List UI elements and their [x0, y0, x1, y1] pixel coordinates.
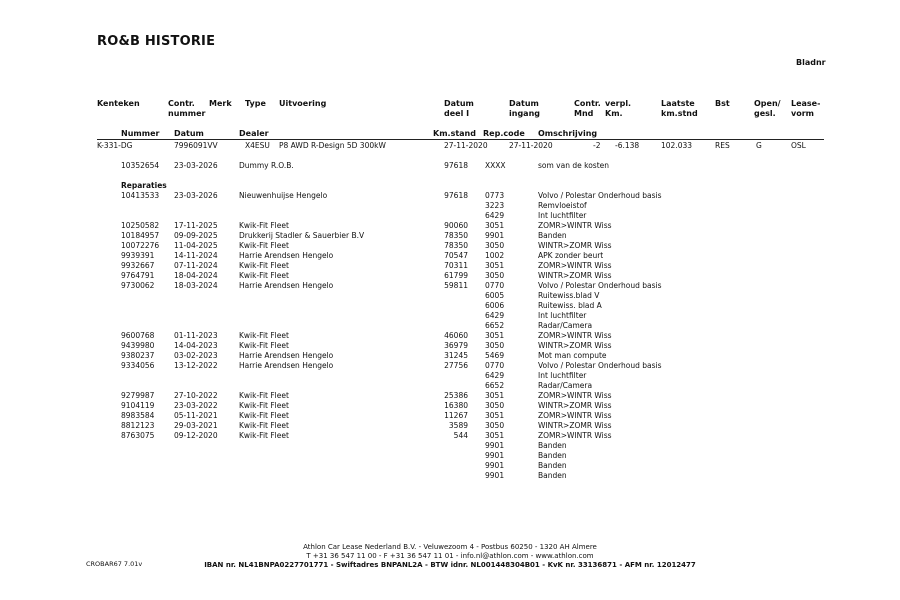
row-nummer: 10413533 [121, 191, 160, 200]
row-dealer: Nieuwenhuijse Hengelo [239, 191, 328, 200]
row-code: 3051 [485, 261, 505, 270]
row-omschrijving: Banden [538, 461, 567, 470]
header-merk: Merk [209, 99, 232, 108]
row-km: 78350 [444, 231, 468, 240]
row-dealer: Kwik-Fit Fleet [239, 261, 289, 270]
row-datum: 01-11-2023 [174, 331, 218, 340]
row-code: 3050 [485, 271, 505, 280]
row-nummer: 9730062 [121, 281, 155, 290]
row-code: 9901 [485, 441, 505, 450]
row-dealer: Kwik-Fit Fleet [239, 401, 289, 410]
row-code: 9901 [485, 461, 505, 470]
row-datum: 05-11-2021 [174, 411, 218, 420]
row-nummer: 8763075 [121, 431, 155, 440]
row-code: 9901 [485, 231, 505, 240]
row-code: 0770 [485, 361, 505, 370]
row-code: 6429 [485, 311, 505, 320]
header-datum-deel: Datum deel I [444, 99, 474, 118]
row-code: 9901 [485, 471, 505, 480]
row-code: 0773 [485, 191, 505, 200]
header-nummer: Nummer [121, 129, 160, 138]
row-dealer: Kwik-Fit Fleet [239, 411, 289, 420]
header-rep-code: Rep.code [483, 129, 525, 138]
footer-contact: T +31 36 547 11 00 - F +31 36 547 11 01 - info.nl@athlon.com - www.athlon.com [306, 552, 594, 560]
row-omschrijving: WINTR>ZOMR Wiss [538, 341, 612, 350]
footer-address: Athlon Car Lease Nederland B.V. - Veluwezoom 4 - Postbus 60250 - 1320 AH Almere [303, 543, 597, 551]
row-datum: 11-04-2025 [174, 241, 218, 250]
header-kenteken: Kenteken [97, 99, 140, 108]
vehicle-mnd: -2 [593, 141, 601, 150]
row-dealer: Kwik-Fit Fleet [239, 221, 289, 230]
row-omschrijving: Ruitewiss.blad V [538, 291, 600, 300]
row-code: 6429 [485, 211, 505, 220]
vehicle-datum-ingang: 27-11-2020 [509, 141, 553, 150]
row-km: 36979 [444, 341, 468, 350]
row-nummer: 10184957 [121, 231, 160, 240]
row-datum: 14-11-2024 [174, 251, 218, 260]
vehicle-kenteken: K-331-DG [97, 141, 133, 150]
row-code: 6652 [485, 321, 505, 330]
row-code: 3050 [485, 421, 505, 430]
row-nummer: 9334056 [121, 361, 155, 370]
row-code: 3223 [485, 201, 505, 210]
row-dealer: Harrie Arendsen Hengelo [239, 351, 334, 360]
header-datum-ingang: Datum ingang [509, 99, 540, 118]
summary-nummer: 10352654 [121, 161, 160, 170]
row-datum: 09-09-2025 [174, 231, 218, 240]
row-code: 5469 [485, 351, 505, 360]
row-nummer: 9939391 [121, 251, 155, 260]
row-nummer: 8812123 [121, 421, 155, 430]
row-datum: 18-03-2024 [174, 281, 218, 290]
row-dealer: Kwik-Fit Fleet [239, 391, 289, 400]
row-omschrijving: Int luchtfilter [538, 211, 587, 220]
header-lease-vorm: Lease- vorm [791, 99, 821, 118]
row-code: 6652 [485, 381, 505, 390]
row-omschrijving: Volvo / Polestar Onderhoud basis [538, 191, 662, 200]
row-omschrijving: Banden [538, 451, 567, 460]
row-nummer: 9380237 [121, 351, 155, 360]
row-datum: 07-11-2024 [174, 261, 218, 270]
row-nummer: 9439980 [121, 341, 155, 350]
row-km: 46060 [444, 331, 468, 340]
row-datum: 18-04-2024 [174, 271, 218, 280]
row-km: 59811 [444, 281, 468, 290]
row-code: 3050 [485, 341, 505, 350]
section-label-reparaties: Reparaties [121, 181, 167, 190]
row-km: 3589 [448, 421, 468, 430]
document-title: RO&B HISTORIE [97, 34, 216, 49]
row-nummer: 9104119 [121, 401, 155, 410]
header-laatste-km: Laatste km.stnd [661, 99, 698, 118]
row-nummer: 9279987 [121, 391, 155, 400]
row-nummer: 9932667 [121, 261, 155, 270]
row-datum: 17-11-2025 [174, 221, 218, 230]
row-datum: 29-03-2021 [174, 421, 218, 430]
row-dealer: Kwik-Fit Fleet [239, 331, 289, 340]
header-contract-mnd: Contr. Mnd [574, 99, 601, 118]
summary-km: 97618 [444, 161, 468, 170]
row-km: 70547 [444, 251, 468, 260]
row-km: 31245 [444, 351, 468, 360]
row-code: 3051 [485, 331, 505, 340]
row-nummer: 10250582 [121, 221, 160, 230]
row-omschrijving: Volvo / Polestar Onderhoud basis [538, 361, 662, 370]
row-km: 11267 [444, 411, 468, 420]
header-verpl-km: verpl. Km. [605, 99, 632, 118]
row-datum: 23-03-2022 [174, 401, 218, 410]
vehicle-uitvoering: P8 AWD R-Design 5D 300kW [279, 141, 386, 150]
row-km: 70311 [444, 261, 468, 270]
row-km: 97618 [444, 191, 468, 200]
row-omschrijving: Banden [538, 231, 567, 240]
row-datum: 09-12-2020 [174, 431, 218, 440]
row-dealer: Kwik-Fit Fleet [239, 341, 289, 350]
row-code: 6005 [485, 291, 505, 300]
row-dealer: Harrie Arendsen Hengelo [239, 251, 334, 260]
header-divider [97, 139, 824, 140]
row-omschrijving: ZOMR>WINTR Wiss [538, 431, 612, 440]
header-type: Type [245, 99, 266, 108]
row-code: 3050 [485, 241, 505, 250]
row-omschrijving: Radar/Camera [538, 321, 593, 330]
vehicle-bst: RES [715, 141, 730, 150]
row-datum: 03-02-2023 [174, 351, 218, 360]
row-code: 3051 [485, 411, 505, 420]
row-km: 25386 [444, 391, 468, 400]
row-omschrijving: ZOMR>WINTR Wiss [538, 411, 612, 420]
row-omschrijving: Volvo / Polestar Onderhoud basis [538, 281, 662, 290]
row-omschrijving: Int luchtfilter [538, 371, 587, 380]
header-km-stand: Km.stand [433, 129, 476, 138]
summary-datum: 23-03-2026 [174, 161, 218, 170]
form-code: CROBAR67 7.01v [86, 560, 143, 568]
row-nummer: 9764791 [121, 271, 155, 280]
row-omschrijving: Banden [538, 471, 567, 480]
row-omschrijving: Mot man compute [538, 351, 607, 360]
vehicle-verpl-km: -6.138 [615, 141, 640, 150]
row-omschrijving: WINTR>ZOMR Wiss [538, 401, 612, 410]
row-code: 3051 [485, 221, 505, 230]
row-omschrijving: Ruitewiss. blad A [538, 301, 602, 310]
row-omschrijving: Int luchtfilter [538, 311, 587, 320]
row-code: 1002 [485, 251, 505, 260]
row-dealer: Kwik-Fit Fleet [239, 421, 289, 430]
header-uitvoering: Uitvoering [279, 99, 327, 108]
row-code: 0770 [485, 281, 505, 290]
row-code: 6429 [485, 371, 505, 380]
row-datum: 14-04-2023 [174, 341, 218, 350]
row-omschrijving: Banden [538, 441, 567, 450]
row-omschrijving: ZOMR>WINTR Wiss [538, 261, 612, 270]
row-datum: 23-03-2026 [174, 191, 218, 200]
row-nummer: 9600768 [121, 331, 155, 340]
row-code: 3050 [485, 401, 505, 410]
row-omschrijving: WINTR>ZOMR Wiss [538, 271, 612, 280]
header-dealer: Dealer [239, 129, 269, 138]
header-bst: Bst [715, 99, 730, 108]
row-omschrijving: WINTR>ZOMR Wiss [538, 421, 612, 430]
row-km: 90060 [444, 221, 468, 230]
row-km: 61799 [444, 271, 468, 280]
row-dealer: Kwik-Fit Fleet [239, 271, 289, 280]
row-km: 27756 [444, 361, 468, 370]
vehicle-open-gesl: G [756, 141, 762, 150]
row-km: 78350 [444, 241, 468, 250]
row-dealer: Harrie Arendsen Hengelo [239, 361, 334, 370]
row-dealer: Drukkerij Stadler & Sauerbier B.V [239, 231, 365, 240]
vehicle-datum-deel: 27-11-2020 [444, 141, 488, 150]
row-dealer: Kwik-Fit Fleet [239, 431, 289, 440]
summary-omschrijving: som van de kosten [538, 161, 609, 170]
row-code: 9901 [485, 451, 505, 460]
row-omschrijving: Radar/Camera [538, 381, 593, 390]
row-nummer: 10072276 [121, 241, 160, 250]
row-code: 3051 [485, 431, 505, 440]
row-datum: 13-12-2022 [174, 361, 218, 370]
summary-dealer: Dummy R.O.B. [239, 161, 294, 170]
vehicle-contract: 7996091VV [174, 141, 218, 150]
row-km: 544 [453, 431, 468, 440]
row-code: 6006 [485, 301, 505, 310]
row-km: 16380 [444, 401, 468, 410]
header-contract-nummer: Contr. nummer [168, 99, 206, 118]
footer-legal: IBAN nr. NL41BNPA0227701771 - Swiftadres BNPANL2A - BTW idnr. NL001448304B01 - KvK nr. 33136871 - AFM nr. 12012477 [204, 561, 696, 569]
header-datum: Datum [174, 129, 204, 138]
row-code: 3051 [485, 391, 505, 400]
row-omschrijving: ZOMR>WINTR Wiss [538, 221, 612, 230]
summary-code: XXXX [485, 161, 506, 170]
row-omschrijving: APK zonder beurt [538, 251, 604, 260]
row-omschrijving: WINTR>ZOMR Wiss [538, 241, 612, 250]
page-number-label: Bladnr [796, 58, 826, 67]
row-dealer: Kwik-Fit Fleet [239, 241, 289, 250]
row-omschrijving: ZOMR>WINTR Wiss [538, 331, 612, 340]
row-omschrijving: ZOMR>WINTR Wiss [538, 391, 612, 400]
row-datum: 27-10-2022 [174, 391, 218, 400]
header-omschrijving: Omschrijving [538, 129, 598, 138]
header-open-gesl: Open/ gesl. [754, 99, 781, 118]
vehicle-type: X4ESU [245, 141, 270, 150]
row-dealer: Harrie Arendsen Hengelo [239, 281, 334, 290]
vehicle-lease-vorm: OSL [791, 141, 806, 150]
vehicle-laatste-km: 102.033 [661, 141, 693, 150]
row-omschrijving: Remvloeistof [538, 201, 587, 210]
row-nummer: 8983584 [121, 411, 155, 420]
